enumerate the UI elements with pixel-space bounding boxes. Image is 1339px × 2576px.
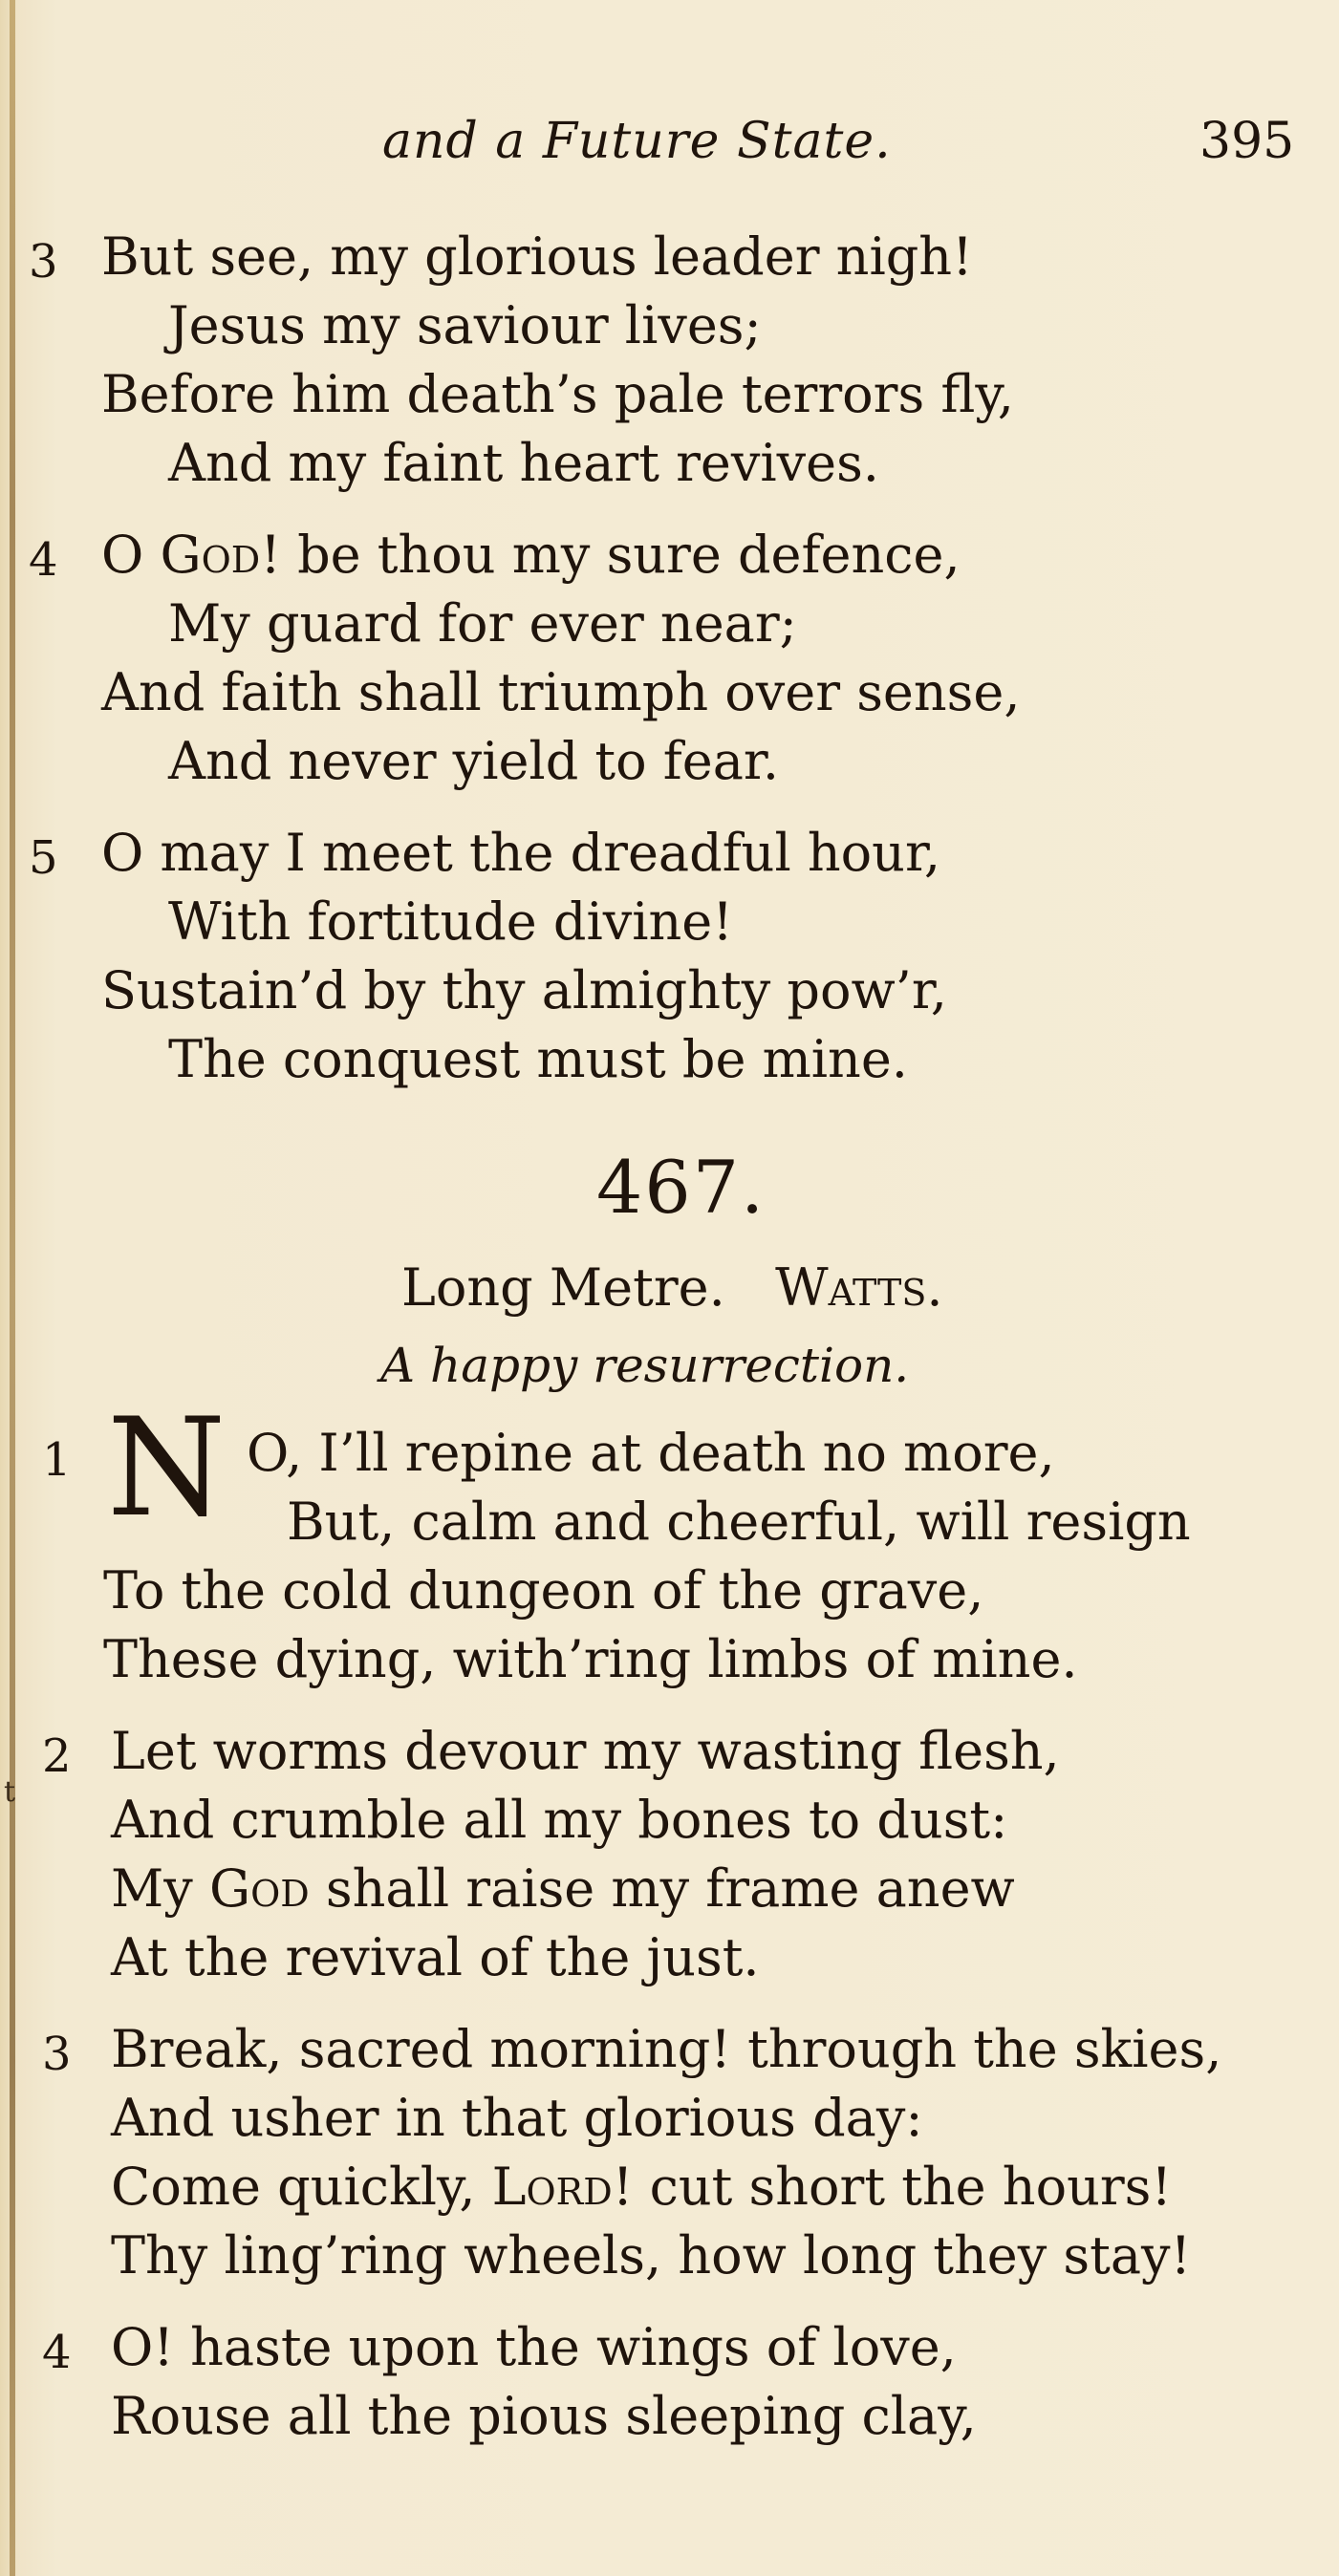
margin-fragment: t xyxy=(4,1775,16,1809)
verse-line: Break, sacred morning! through the skies, xyxy=(111,2019,1222,2079)
verse-line: O! haste upon the wings of love, xyxy=(111,2317,957,2377)
hymn-author: Watts. xyxy=(775,1257,943,1318)
verse-line: Sustain’d by thy almighty pow’r, xyxy=(101,960,947,1020)
verse-line: Jesus my saviour lives; xyxy=(168,295,762,355)
stanza-number: 4 xyxy=(42,2326,72,2379)
verse-line: The conquest must be mine. xyxy=(168,1029,908,1089)
hymn-metre: Long Metre. xyxy=(401,1257,725,1318)
stanza-number: 4 xyxy=(29,533,58,587)
verse-line: Thy ling’ring wheels, how long they stay! xyxy=(111,2225,1192,2286)
drop-cap: N xyxy=(107,1389,227,1547)
verse-line: With fortitude divine! xyxy=(168,891,733,952)
verse-line: And crumble all my bones to dust: xyxy=(111,1790,1008,1850)
stanza-number: 2 xyxy=(42,1729,72,1783)
verse-line: O, I’ll repine at death no more, xyxy=(247,1423,1055,1483)
verse-line: O God! be thou my sure defence, xyxy=(101,525,961,585)
page-number: 395 xyxy=(1199,113,1295,170)
hymn-number: 467. xyxy=(596,1145,767,1230)
verse-line: Let worms devour my wasting flesh, xyxy=(111,1721,1060,1781)
page-gutter xyxy=(10,0,15,2576)
hymn-subtitle: A happy resurrection. xyxy=(380,1338,910,1393)
stanza-number: 1 xyxy=(42,1433,72,1487)
verse-line: And never yield to fear. xyxy=(168,731,779,791)
verse-line: But, calm and cheerful, will resign xyxy=(287,1492,1191,1552)
verse-line: My God shall raise my frame anew xyxy=(111,1858,1015,1919)
verse-line: These dying, with’ring limbs of mine. xyxy=(103,1629,1078,1689)
verse-line: At the revival of the just. xyxy=(111,1927,760,1987)
verse-line: And usher in that glorious day: xyxy=(111,2088,923,2148)
verse-line: But see, my glorious leader nigh! xyxy=(101,226,973,287)
verse-line: And my faint heart revives. xyxy=(168,433,879,493)
verse-line: Before him death’s pale terrors fly, xyxy=(101,364,1014,424)
stanza-number: 3 xyxy=(42,2028,72,2081)
stanza-number: 5 xyxy=(29,831,58,885)
verse-line: Rouse all the pious sleeping clay, xyxy=(111,2386,977,2446)
verse-line: My guard for ever near; xyxy=(168,593,797,654)
stanza-number: 3 xyxy=(29,235,58,289)
verse-line: And faith shall triumph over sense, xyxy=(101,662,1021,722)
hymn-metre-line xyxy=(401,1257,943,1318)
verse-line: Come quickly, Lord! cut short the hours! xyxy=(111,2157,1173,2217)
verse-line: To the cold dungeon of the grave, xyxy=(103,1560,984,1621)
verse-line: O may I meet the dreadful hour, xyxy=(101,823,941,883)
running-header: and a Future State. xyxy=(382,113,892,170)
